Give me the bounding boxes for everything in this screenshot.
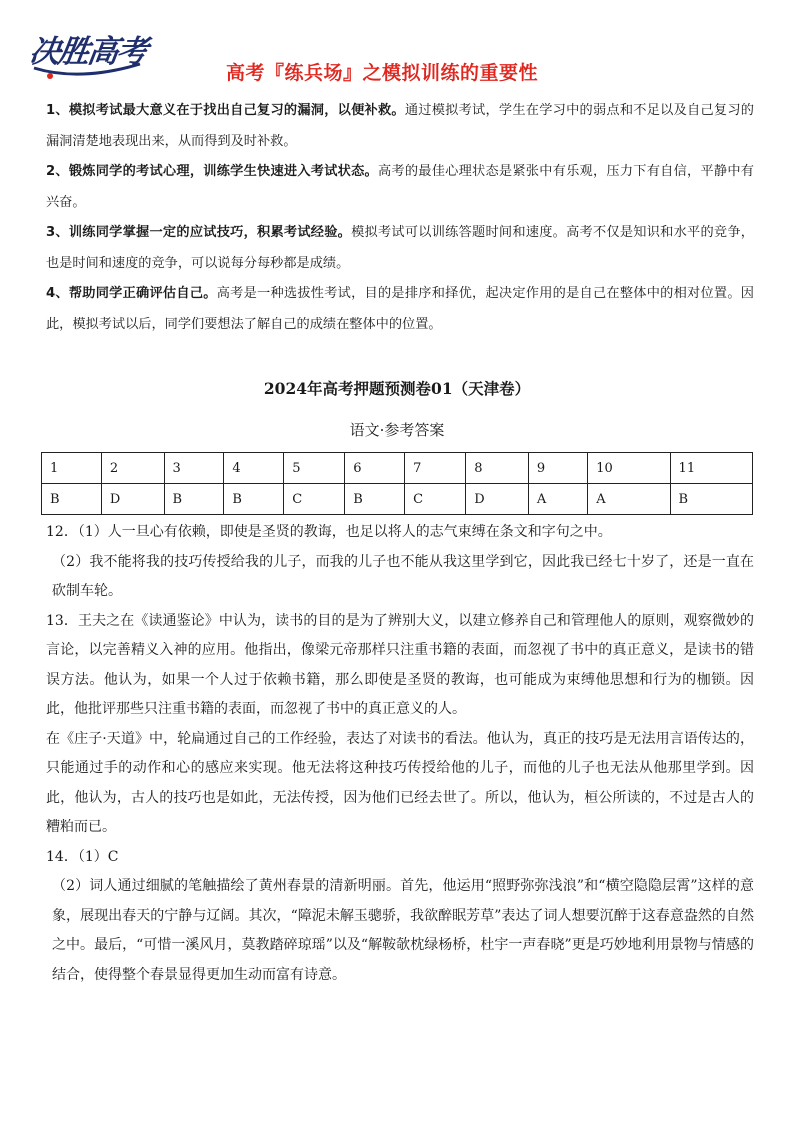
answer-table-answer-row <box>42 484 753 515</box>
intro-text-4: 高考是一种选拔性考试，目的是排序和择优，起决定作用的是自己在整体中的相对位置。因此，模拟考试以后，同学们要想法了解自己的成绩在整体中的位置。 <box>46 286 754 332</box>
table-cell: 9 <box>528 453 587 484</box>
answer-paragraph-14-2: （2）词人通过细腻的笔触描绘了黄州春景的清新明丽。首先，他运用“照野弥弥浅浪”和“横空隐隐层霄”这样的意象，展现出春天的宁静与辽阔。其次，“障泥未解玉骢骄，我欲醉眠芳草”表达了词人想要沉醉于这春意盎然的自然之中。最后，“可惜一溪风月，莫教踏碎琼瑶”以及“解鞍欹枕绿杨桥，杜宇一声春晓”更是巧妙地利用景物与情感的结合，使得整个春景显得更加生动而富有诗意。 <box>52 878 754 983</box>
table-cell: 8 <box>466 453 529 484</box>
table-cell: B <box>224 484 284 515</box>
table-cell: 7 <box>405 453 466 484</box>
table-cell: C <box>405 484 466 515</box>
table-cell: 4 <box>224 453 284 484</box>
answer-table <box>41 452 753 515</box>
intro-text-3: 模拟考试可以训练答题时间和速度。高考不仅是知识和水平的竞争，也是时间和速度的竞争，可以说每分每秒都是成绩。 <box>46 225 754 271</box>
page-header-title: 高考『练兵场』之模拟训练的重要性 <box>226 62 539 84</box>
table-cell: B <box>345 484 405 515</box>
intro-text-2: 高考的最佳心理状态是紧张中有乐观，压力下有自信，平静中有兴奋。 <box>46 164 754 210</box>
answer-paragraph-13-2: 在《庄子·天道》中，轮扁通过自己的工作经验，表达了对读书的看法。他认为，真正的技巧是无法用言语传达的，只能通过手的动作和心的感应来实现。他无法将这种技巧传授给他的儿子，而他的儿子也无法从他那里学到。因此，他认为，古人的技巧也是如此，无法传授，因为他们已经去世了。所以，他认为，桓公所读的，不过是古人的糟粕而已。 <box>46 730 754 835</box>
answer-paragraph-13-1: 13．王夫之在《读通鉴论》中认为，读书的目的是为了辨别大义，以建立修养自己和管理他人的原则，观察微妙的言论，以完善精义入神的应用。他指出，像梁元帝那样只注重书籍的表面，而忽视了书中的真正意义，是读书的错误方法。他认为，如果一个人过于依赖书籍，那么即使是圣贤的教诲，也可能成为束缚他思想和行为的枷锁。因此，他批评那些只注重书籍的表面，而忽视了书中的真正意义的人。 <box>46 612 754 717</box>
table-cell: 6 <box>345 453 405 484</box>
brand-logo <box>26 26 149 82</box>
table-cell: 3 <box>164 453 224 484</box>
answer-paragraph-14-1: 14．（1）C <box>46 848 119 865</box>
table-cell: A <box>588 484 670 515</box>
logo-swoosh-icon <box>30 60 145 82</box>
answer-paragraph-12-2: （2）我不能将我的技巧传授给我的儿子，而我的儿子也不能从我这里学到它，因此我已经七十岁了，还是一直在砍制车轮。 <box>52 553 754 599</box>
intro-section <box>46 96 754 340</box>
table-cell: A <box>528 484 587 515</box>
table-cell: B <box>164 484 224 515</box>
intro-paragraph-2 <box>46 157 754 218</box>
table-cell: D <box>101 484 164 515</box>
table-cell: B <box>42 484 102 515</box>
intro-paragraph-3 <box>46 218 754 279</box>
table-cell: 5 <box>284 453 345 484</box>
intro-bold-2: 2、锻炼同学的考试心理，训练学生快速进入考试状态。 <box>46 164 378 179</box>
intro-bold-1: 1、模拟考试最大意义在于找出自己复习的漏洞，以便补救。 <box>46 103 405 118</box>
table-cell: 1 <box>42 453 102 484</box>
intro-paragraph-4 <box>46 279 754 340</box>
logo-text: 决胜高考 <box>26 34 149 70</box>
table-cell: D <box>466 484 529 515</box>
table-cell: C <box>284 484 345 515</box>
intro-bold-4: 4、帮助同学正确评估自己。 <box>46 286 217 301</box>
answer-table-number-row <box>42 453 753 484</box>
table-cell: B <box>670 484 752 515</box>
exam-title: 2024年高考押题预测卷01（天津卷） <box>263 379 531 398</box>
intro-bold-3: 3、训练同学掌握一定的应试技巧，积累考试经验。 <box>46 225 352 240</box>
intro-text-1: 通过模拟考试，学生在学习中的弱点和不足以及自己复习的漏洞清楚地表现出来，从而得到及时补救。 <box>46 103 754 149</box>
answer-paragraph-12-1: 12．（1）人一旦心有依赖，即使是圣贤的教诲，也足以将人的志气束缚在条文和字句之中。 <box>46 524 612 540</box>
table-cell: 2 <box>101 453 164 484</box>
exam-subtitle: 语文·参考答案 <box>349 421 445 439</box>
table-cell: 11 <box>670 453 752 484</box>
table-cell: 10 <box>588 453 670 484</box>
answers-body <box>46 518 754 990</box>
intro-paragraph-1 <box>46 96 754 157</box>
